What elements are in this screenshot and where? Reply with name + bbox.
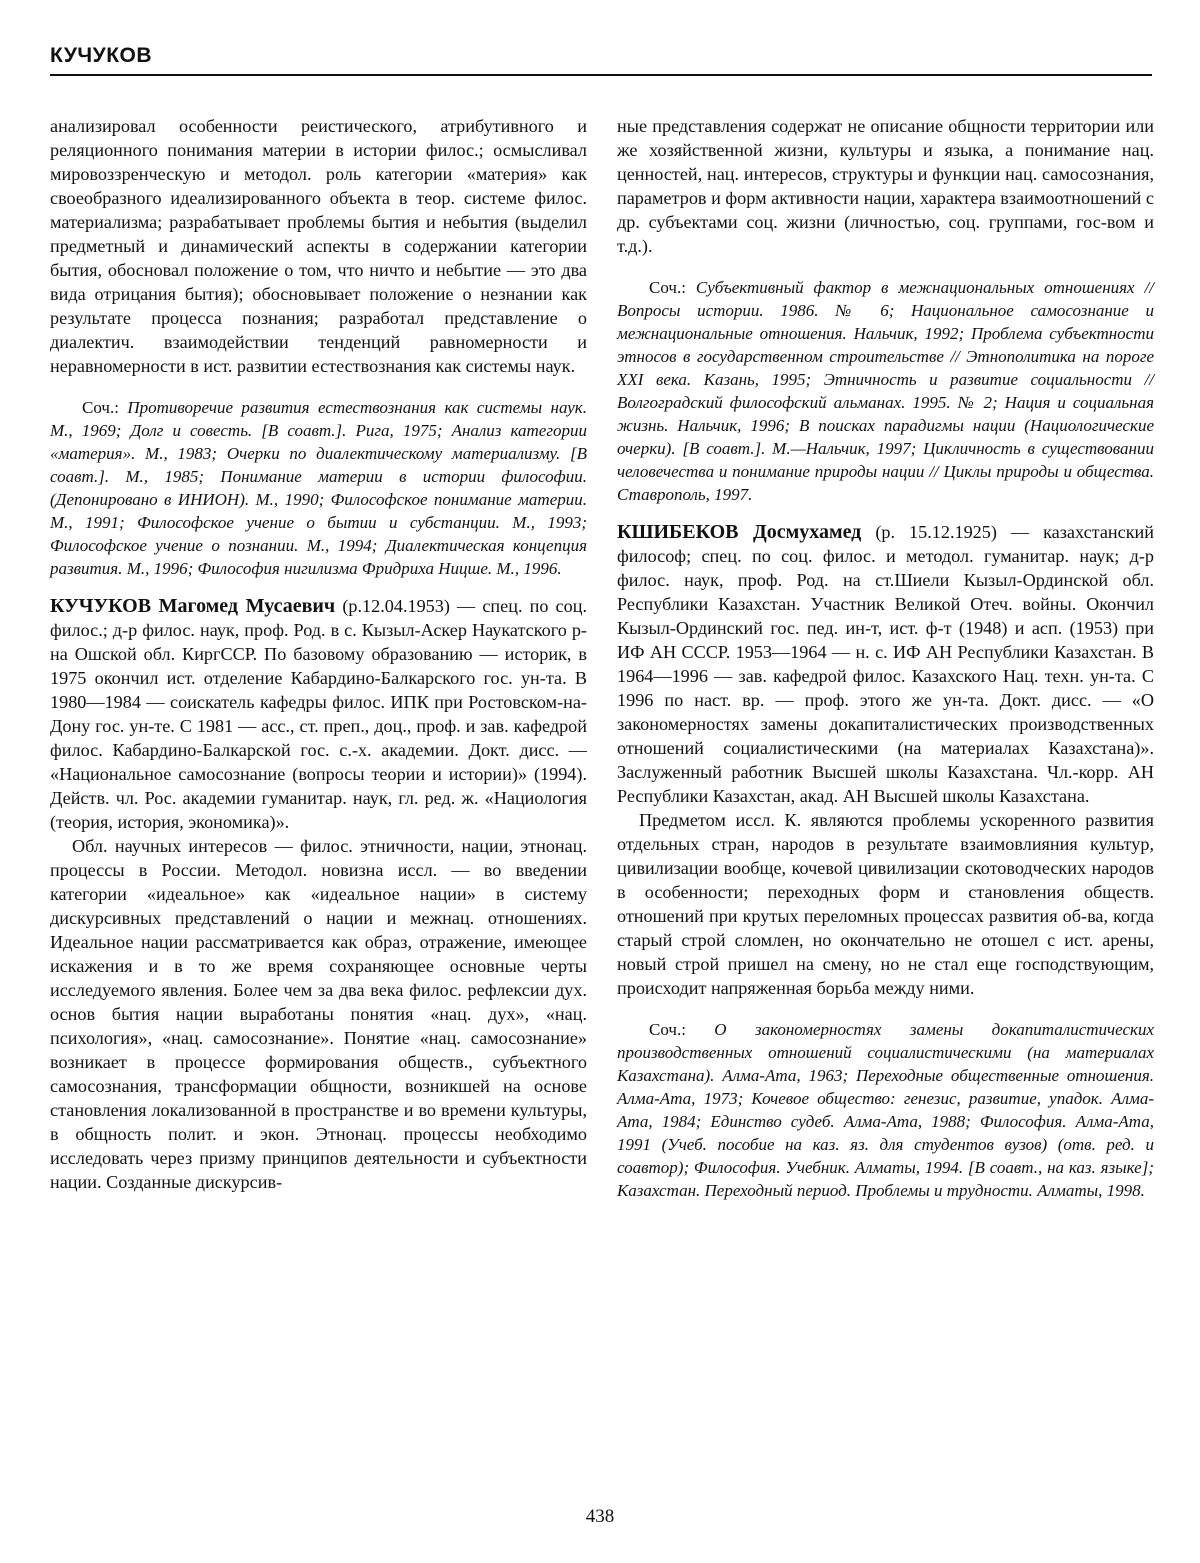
right-works-list-2 bbox=[617, 1018, 1154, 1202]
running-head: КУЧУКОВ bbox=[50, 44, 153, 67]
right-column bbox=[617, 114, 1154, 1216]
works-lead: Соч.: bbox=[649, 278, 686, 297]
entry-kuchukov bbox=[50, 594, 587, 834]
header-rule bbox=[50, 74, 1152, 76]
left-works-list bbox=[50, 396, 587, 580]
works-text: Противоречие развития естествознания как системы наук. М., 1969; Долг и совесть. [В соавт.]. Рига, 1975; Анализ категории «материя». М., 1983; Очерки по диалектическому материализму. [В соавт.]. М., 1985; Понимание материи в истории философии. (Депонировано в ИНИОН). М., 1990; Философское понимание материи. М., 1991; Философское учение о бытии и субстанции. М., 1993; Философское учение о познании. М., 1994; Диалектическая концепция развития. М., 1996; Философия нигилизма Фридриха Ницше. М., 1996. bbox=[50, 398, 588, 578]
right-works-list-1 bbox=[617, 276, 1154, 506]
entry-headword: КУЧУКОВ Магомед Мусаевич bbox=[50, 595, 336, 617]
left-paragraph-2: Обл. научных интересов — филос. этничности, нации, этнонац. процессы в России. Методол. новизна иссл. — во введении категории «идеальное» как «идеальное нации» в систему дискурсивных представлений о нации и межнац. отношениях. Идеальное нации рассматривается как образ, отражение, имеющее искажения и в то же время сохраняющее основные черты исследуемого явления. Более чем за два века филос. рефлексии дух. основ бытия нации выработаны понятия «нац. дух», «нац. психология», «нац. самосознание». Понятие «нац. самосознание» возникает в процессе формирования обществ., субъектного самосознания, трансформации общности, возникшей на основе становления локализованной в пространстве и во времени культуры, в общность полит. и экон. Этнонац. процессы необходимо исследовать через призму принципов деятельности и субъектности нации. Созданные дискурсив- bbox=[50, 836, 587, 1192]
entry-text: (р.12.04.1953) — спец. по соц. филос.; д-р филос. наук, проф. Род. в с. Кызыл-Аскер Наукатского р-на Ошской обл. КиргССР. По базовому образованию — историк, в 1975 окончил ист. отделение Кабардино-Балкарского гос. ун-та. В 1980—1984 — соискатель кафедры филос. ИПК при Ростовском-на-Дону гос. ун-те. С 1981 — асс., ст. преп., доц., проф. и зав. кафедрой филос. Кабардино-Балкарской гос. с.-х. академии. Докт. дисс. — «Национальное самосознание (вопросы теории и истории)» (1994). Действ. чл. Рос. академии гуманитар. наук, гл. ред. ж. «Нациология (теория, история, экономика)». bbox=[50, 596, 587, 832]
left-paragraph-1: анализировал особенности реистического, атрибутивного и реляционного понимания материи в истории филос.; осмысливал мировоззренческую и методол. роль категории «материя» как своеобразного идеализированного объекта в теор. системе филос. материализма; разрабатывает проблемы бытия и небытия (выделил предметный и динамический аспекты в содержании категории бытия, обосновал положение о том, что ничто и небытие — это два вида отрицания бытия); обосновывает положение о незнании как результате процесса познания; разработал представление о диалектич. взаимодействии тенденций равномерности и неравномерности в ист. развитии естествознания как системы наук. bbox=[50, 116, 587, 376]
entry-headword: КШИБЕКОВ Досмухамед bbox=[617, 521, 862, 543]
entry-kshibekov bbox=[617, 520, 1154, 808]
right-paragraph-2: Предметом иссл. К. являются проблемы ускоренного развития отдельных стран, народов в результате взаимовлияния культур, цивилизации вообще, кочевой цивилизации скотоводческих народов в особенности; переходных форм и становления обществ. отношений при крутых переломных процессах развития об-ва, когда старый строй сломлен, но окончательно не отошел с ист. арены, новый строй пришел на смену, но не стал еще господствующим, происходит напряженная борьба между ними. bbox=[617, 810, 1154, 998]
works-text: Субъективный фактор в межнациональных отношениях // Вопросы истории. 1986. № 6; Национальное самосознание и межнациональные отношения. Нальчик, 1992; Проблема субъектности этносов в государственном строительстве // Этнополитика на пороге XXI века. Казань, 1995; Этничность и развитие социальности // Волгоградский философский альманах. 1995. № 2; Нация и социальная жизнь. Нальчик, 1996; В поисках парадигмы нации (Нациологические очерки). [В соавт.]. М.—Нальчик, 1997; Цикличность в существовании человечества и понимание природы нации // Циклы природы и общества. Ставрополь, 1997. bbox=[617, 278, 1155, 504]
right-paragraph-1: ные представления содержат не описание общности территории или же хозяйственной жизни, культуры и языка, а понимание нац. ценностей, нац. интересов, структуры и функции нац. самосознания, параметров и форм активности нации, характера взаимоотношений с др. субъектами соц. жизни (личностью, соц. группами, гос-вом и т.д.). bbox=[617, 116, 1154, 256]
entry-text: (р. 15.12.1925) — казахстанский философ; спец. по соц. филос. и методол. гуманитар. наук; д-р филос. наук, проф. Род. на ст.Шиели Кызыл-Ординской обл. Республики Казахстан. Участник Великой Отеч. войны. Окончил Кызыл-Ординский гос. пед. ин-т, ист. ф-т (1948) и асп. (1953) при ИФ АН СССР. 1953—1964 — н. с. ИФ АН Республики Казахстан. В 1964—1996 — зав. кафедрой филос. Казахского Нац. техн. ун-та. С 1996 по наст. вр. — проф. этого же ун-та. Докт. дисс. — «О закономерностях замены докапиталистических производственных отношений социалистическими (на материалах Казахстана)». Заслуженный работник Высшей школы Казахстана. Чл.-корр. АН Республики Казахстан, акад. АН Высшей школы Казахстана. bbox=[617, 522, 1154, 806]
left-column bbox=[50, 114, 587, 1194]
works-lead: Соч.: bbox=[82, 398, 119, 417]
works-text: О закономерностях замены докапиталистических производственных отношений социалистическими (на материалах Казахстана). Алма-Ата, 1963; Переходные общественные отношения. Алма-Ата, 1973; Кочевое общество: генезис, развитие, упадок. Алма-Ата, 1984; Единство судеб. Алма-Ата, 1988; Философия. Алма-Ата, 1991 (Учеб. пособие на каз. яз. для студентов вузов) (отв. ред. и соавтор); Философия. Учебник. Алматы, 1994. [В соавт., на каз. языке]; Казахстан. Переходный период. Проблемы и трудности. Алматы, 1998. bbox=[617, 1020, 1154, 1200]
page-number: 438 bbox=[585, 1506, 615, 1527]
works-lead: Соч.: bbox=[649, 1020, 686, 1039]
